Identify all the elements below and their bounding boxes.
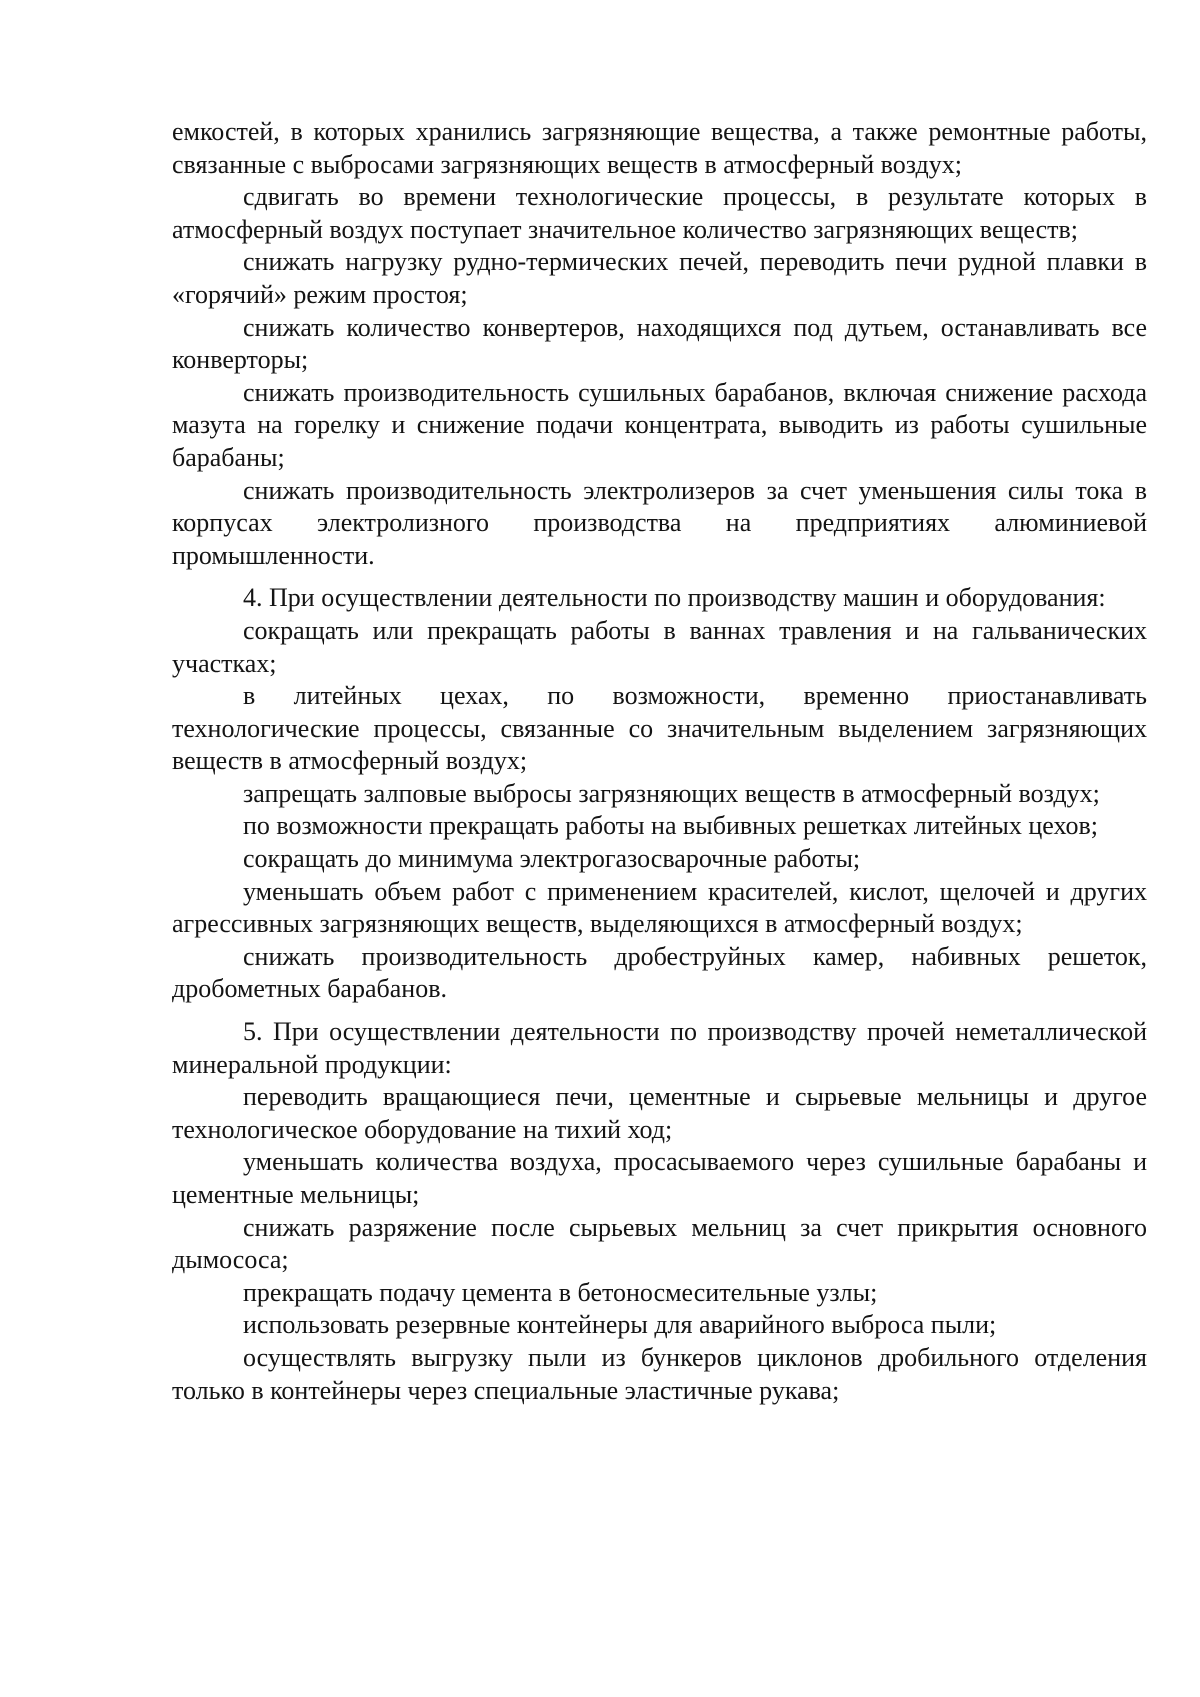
- list-item: переводить вращающиеся печи, цементные и сырьевые мельницы и другое технологическое оборудование на тихий ход;: [172, 1082, 1147, 1144]
- list-item: уменьшать количества воздуха, просасываемого через сушильные барабаны и цементные мельницы;: [172, 1147, 1147, 1209]
- list-item: прекращать подачу цемента в бетоносмесительные узлы;: [243, 1277, 878, 1307]
- section-heading-5: 5. При осуществлении деятельности по производству прочей неметаллической минеральной продукции:: [172, 1017, 1147, 1079]
- list-item: сокращать или прекращать работы в ваннах травления и на гальванических участках;: [172, 615, 1147, 678]
- list-item: по возможности прекращать работы на выбивных решетках литейных цехов;: [243, 811, 1099, 841]
- paragraph-continuation: емкостей, в которых хранились загрязняющие вещества, а также ремонтные работы, связанные с выбросами загрязняющих веществ в атмосферный воздух;: [172, 117, 1147, 179]
- list-item: снижать разряжение после сырьевых мельниц за счет прикрытия основного дымососа;: [172, 1212, 1147, 1275]
- list-item: в литейных цехах, по возможности, временно приостанавливать технологические процессы, связанные со значительным выделением загрязняющих веществ в атмосферный воздух;: [172, 681, 1147, 776]
- list-item: осуществлять выгрузку пыли из бункеров циклонов дробильного отделения только в контейнеры через специальные эластичные рукава;: [172, 1342, 1147, 1405]
- list-item: снижать производительность электролизеров за счет уменьшения силы тока в корпусах электролизного производства на предприятиях алюминиевой промышленности.: [172, 475, 1147, 570]
- list-item: запрещать залповые выбросы загрязняющих веществ в атмосферный воздух;: [243, 778, 1100, 808]
- list-item: снижать производительность дробеструйных камер, набивных решеток, дробометных барабанов.: [172, 941, 1147, 1004]
- list-item: снижать производительность сушильных барабанов, включая снижение расхода мазута на горелку и снижение подачи концентрата, выводить из работы сушильные барабаны;: [172, 377, 1147, 472]
- list-item: уменьшать объем работ с применением красителей, кислот, щелочей и других агрессивных загрязняющих веществ, выделяющихся в атмосферный воздух;: [172, 876, 1147, 939]
- list-item: снижать нагрузку рудно-термических печей, переводить печи рудной плавки в «горячий» режим простоя;: [172, 247, 1147, 309]
- document-body: [172, 116, 1147, 1407]
- list-item: использовать резервные контейнеры для аварийного выброса пыли;: [243, 1310, 997, 1340]
- section-heading-4: 4. При осуществлении деятельности по производству машин и оборудования:: [243, 583, 1106, 613]
- list-item: снижать количество конвертеров, находящихся под дутьем, останавливать все конверторы;: [172, 312, 1147, 375]
- list-item: сокращать до минимума электрогазосварочные работы;: [243, 844, 861, 874]
- list-item: сдвигать во времени технологические процессы, в результате которых в атмосферный воздух поступает значительное количество загрязняющих веществ;: [172, 182, 1147, 244]
